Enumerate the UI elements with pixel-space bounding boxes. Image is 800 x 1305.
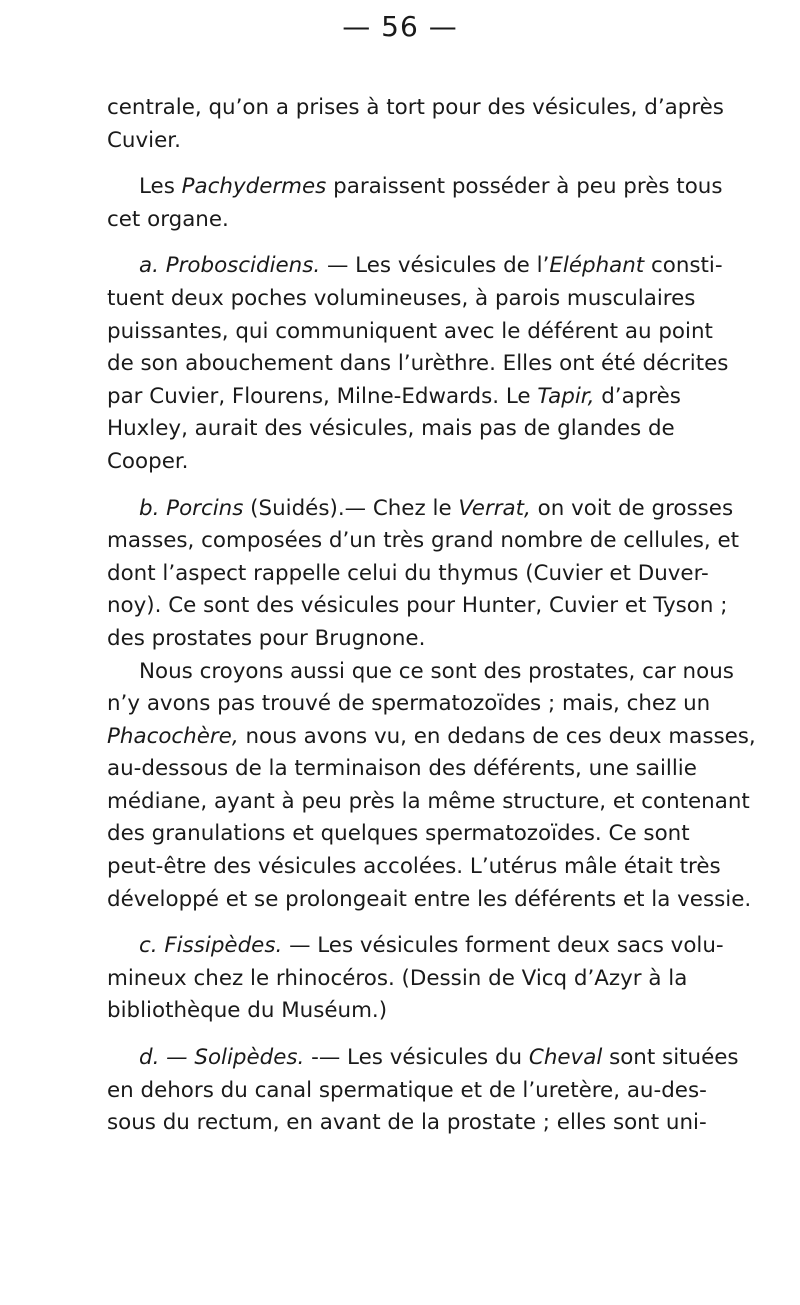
italic-term: Pachydermes bbox=[181, 174, 327, 200]
text-line: par Cuvier, Flourens, Milne-Edwards. Le Tapir, d’après bbox=[107, 383, 681, 409]
text-line: médiane, ayant à peu près la même structure, et contenant bbox=[107, 788, 750, 814]
paragraph bbox=[107, 1042, 767, 1140]
text-line: cet organe. bbox=[107, 206, 229, 232]
text-line: en dehors du canal spermatique et de l’uretère, au-des- bbox=[107, 1077, 707, 1103]
text-line: c. Fissipèdes. — Les vésicules forment deux sacs volu- bbox=[139, 933, 724, 959]
text-line: Huxley, aurait des vésicules, mais pas de glandes de bbox=[107, 416, 675, 442]
paragraph bbox=[107, 493, 767, 656]
text-line: mineux chez le rhinocéros. (Dessin de Vicq d’Azyr à la bbox=[107, 965, 688, 991]
italic-term: Eléphant bbox=[549, 253, 645, 279]
text-line: peut-être des vésicules accolées. L’utérus mâle était très bbox=[107, 854, 721, 880]
paragraph bbox=[107, 171, 767, 236]
italic-term: Phacochère, bbox=[107, 723, 239, 749]
paragraph bbox=[107, 930, 767, 1028]
text-line: masses, composées d’un très grand nombre de cellules, et bbox=[107, 528, 740, 554]
text-line: puissantes, qui communiquent avec le déférent au point bbox=[107, 318, 713, 344]
text-line: b. Porcins (Suidés).— Chez le Verrat, on voit de grosses bbox=[139, 495, 734, 521]
italic-term: Verrat, bbox=[458, 495, 531, 521]
italic-term: c. Fissipèdes. bbox=[139, 933, 283, 959]
text-line: d. — Solipèdes. -— Les vésicules du Cheval sont situées bbox=[139, 1045, 739, 1071]
text-line: Cuvier. bbox=[107, 127, 181, 153]
text-line: développé et se prolongeait entre les déférents et la vessie. bbox=[107, 886, 752, 912]
text-line: noy). Ce sont des vésicules pour Hunter, Cuvier et Tyson ; bbox=[107, 593, 728, 619]
body-text bbox=[107, 92, 767, 1140]
paragraph-gap bbox=[107, 157, 767, 171]
text-line: des granulations et quelques spermatozoïdes. Ce sont bbox=[107, 821, 690, 847]
italic-term: d. — Solipèdes. bbox=[139, 1045, 305, 1071]
paragraph-gap bbox=[107, 479, 767, 493]
text-line: Nous croyons aussi que ce sont des prostates, car nous bbox=[139, 658, 734, 684]
text-line: a. Proboscidiens. — Les vésicules de l’Eléphant consti- bbox=[139, 253, 723, 279]
text-line: tuent deux poches volumineuses, à parois musculaires bbox=[107, 285, 696, 311]
text-line: sous du rectum, en avant de la prostate ; elles sont uni- bbox=[107, 1110, 707, 1136]
paragraph bbox=[107, 250, 767, 478]
text-line: Les Pachydermes paraissent posséder à peu près tous bbox=[139, 174, 723, 200]
page-number: — 56 — bbox=[342, 10, 458, 43]
text-line: n’y avons pas trouvé de spermatozoïdes ; mais, chez un bbox=[107, 691, 711, 717]
text-line: au-dessous de la terminaison des déférents, une saillie bbox=[107, 756, 697, 782]
paragraph bbox=[107, 92, 767, 157]
text-line: Cooper. bbox=[107, 448, 189, 474]
text-line: des prostates pour Brugnone. bbox=[107, 625, 426, 651]
text-line: dont l’aspect rappelle celui du thymus (Cuvier et Duver- bbox=[107, 560, 709, 586]
italic-term: Cheval bbox=[528, 1045, 603, 1071]
italic-term: Tapir, bbox=[537, 383, 595, 409]
text-line: centrale, qu’on a prises à tort pour des vésicules, d’après bbox=[107, 95, 724, 120]
text-line: bibliothèque du Muséum.) bbox=[107, 998, 388, 1024]
italic-term: b. Porcins bbox=[139, 495, 244, 521]
paragraph bbox=[107, 656, 767, 917]
paragraph-gap bbox=[107, 1028, 767, 1042]
text-line: Phacochère, nous avons vu, en dedans de ces deux masses, bbox=[107, 723, 756, 749]
paragraph-gap bbox=[107, 916, 767, 930]
italic-term: a. Proboscidiens. bbox=[139, 253, 321, 279]
paragraph-gap bbox=[107, 236, 767, 250]
text-line: de son abouchement dans l’urèthre. Elles ont été décrites bbox=[107, 351, 729, 377]
